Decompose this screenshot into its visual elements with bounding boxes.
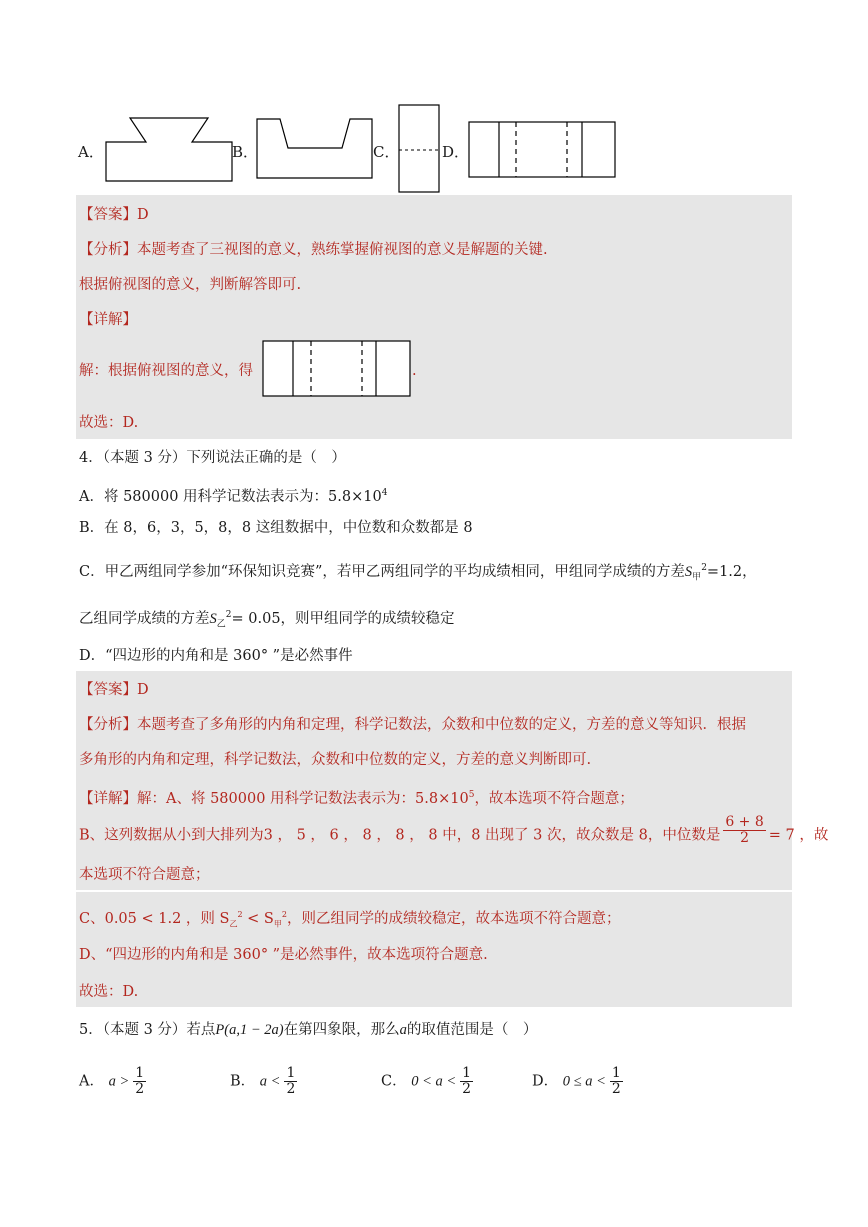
option-c-figure — [398, 104, 442, 194]
q4-detail-a: 【详解】解：A、将 580000 用科学记数法表示为：$5.8\times 10^5$，故本选项不符合题意； — [79, 790, 634, 807]
q3-conclusion: 故选：D. — [79, 415, 139, 431]
q4-detail-d: D、“四边形的内角和是 360° ”是必然事件，故本选项符合题意. — [79, 947, 488, 963]
option-b-label: B． — [232, 143, 259, 161]
q4-option-a: A．将 580000 用科学记数法表示为：$5.8\times 10^4$ — [79, 488, 388, 505]
q4-detail-b: B、这列数据从小到大排列为3 ， 5 ， 6 ， 8 ， 8 ， 8 中，8 出现了 3 次，故众数是 8，中位数是 $\frac{6 + 8}{2}$ = 7 ，故 — [79, 814, 829, 846]
q3-detail-end: . — [412, 363, 417, 379]
option-d-label: D． — [442, 143, 470, 161]
q4-conclusion: 故选：D. — [79, 984, 139, 1000]
q3-answer: 【答案】D — [79, 207, 149, 223]
q4-detail-b-2: 本选项不符合题意； — [79, 867, 210, 883]
q3-detail-text: 解：根据俯视图的意义，得 — [79, 363, 253, 379]
q4-option-c-line2: 乙组同学成绩的方差$S_乙^2= 0.05$，则甲组同学的成绩较稳定 — [79, 610, 455, 630]
q4-option-c-line1: C．甲乙两组同学参加“环保知识竞赛”，若甲乙两组同学的平均成绩相同，甲组同学成绩的方差$S_甲^2=1.2$， — [79, 563, 757, 583]
option-b-figure — [256, 118, 374, 180]
option-a-label: A． — [78, 143, 104, 161]
option-d-figure — [468, 121, 618, 179]
q4-detail-c: C、0.05 < 1.2 ，则 $S_乙^2 < S_甲^2$，则乙组同学的成绩较稳定，故本选项不符合题意； — [79, 910, 621, 929]
q5-option-a: A． a > $\frac{1}{2}$ — [79, 1065, 145, 1097]
q5-option-b: B． a < $\frac{1}{2}$ — [230, 1065, 296, 1097]
q4-option-d: D．“四边形的内角和是 360° ”是必然事件 — [79, 648, 353, 664]
q3-detail-header: 【详解】 — [79, 312, 137, 328]
q3-detail-figure — [262, 340, 412, 398]
q5-stem: 5．（本题 3 分）若点P(a,1 − 2a)在第四象限，那么a的取值范围是（ ） — [79, 1022, 538, 1038]
q4-analysis-2: 多角形的内角和定理，科学记数法，众数和中位数的定义，方差的意义判断即可. — [79, 752, 592, 768]
panel-divider — [76, 890, 792, 892]
q4-stem: 4．（本题 3 分）下列说法正确的是（ ） — [79, 450, 346, 466]
q5-option-c: C． 0 < a < $\frac{1}{2}$ — [381, 1065, 472, 1097]
q4-option-b: B．在 8，6，3，5，8，8 这组数据中，中位数和众数都是 8 — [79, 520, 473, 536]
q3-solution-panel — [76, 195, 792, 439]
q3-analysis-2: 根据俯视图的意义，判断解答即可. — [79, 277, 302, 293]
q5-option-d: D． 0 ≤ a < $\frac{1}{2}$ — [532, 1065, 621, 1097]
option-a-figure — [104, 117, 234, 183]
q4-analysis-1: 【分析】本题考查了多角形的内角和定理，科学记数法，众数和中位数的定义，方差的意义等知识．根据 — [79, 717, 746, 733]
option-c-label: C． — [373, 143, 400, 161]
q3-analysis: 【分析】本题考查了三视图的意义，熟练掌握俯视图的意义是解题的关键. — [79, 242, 548, 258]
q4-answer: 【答案】D — [79, 682, 149, 698]
